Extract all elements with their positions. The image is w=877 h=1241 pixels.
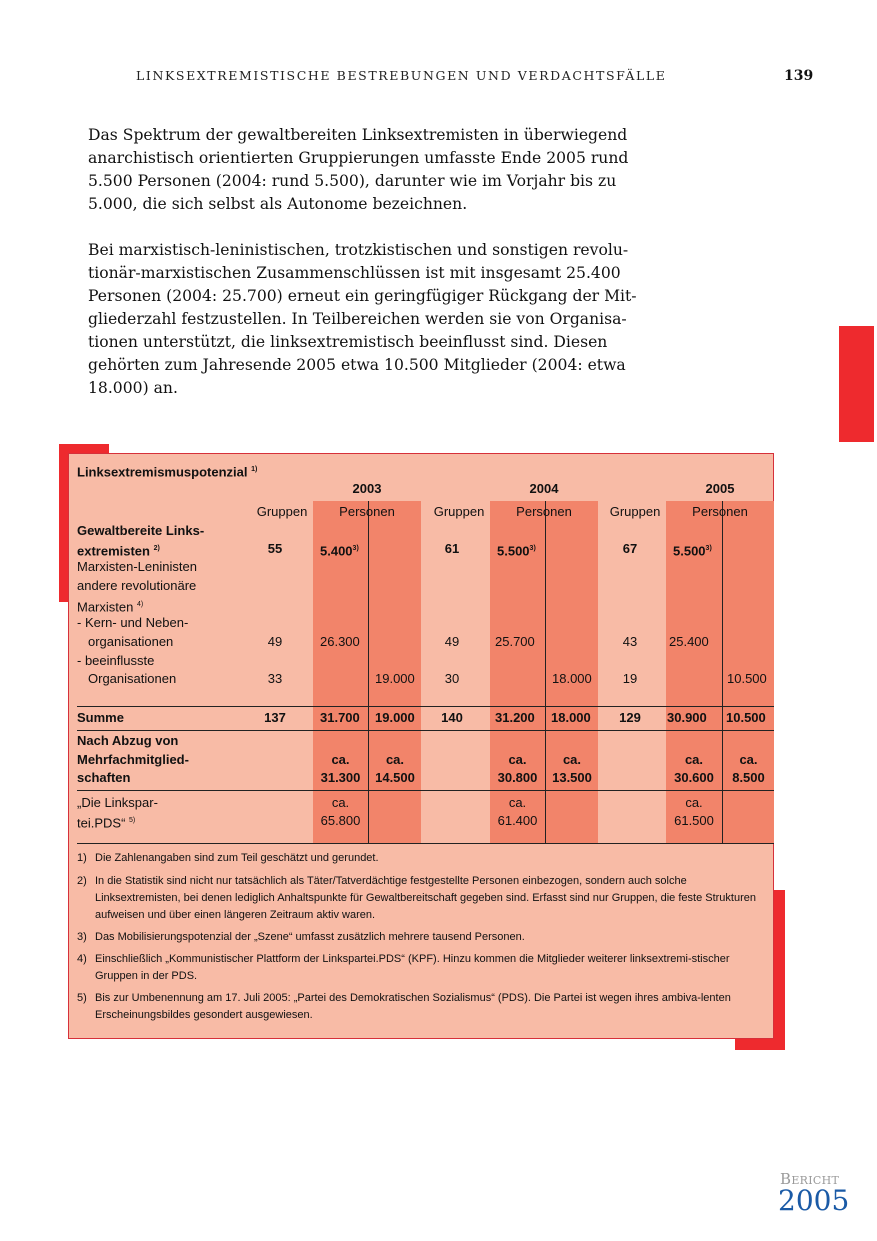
- text-line: Das Spektrum der gewaltbereiten Linksextremisten in überwiegend: [88, 126, 628, 144]
- table-cell: ca.: [562, 752, 582, 767]
- text-line: 5.000, die sich selbst als Autonome bezeichnen.: [88, 195, 468, 213]
- page-number: 139: [784, 68, 814, 84]
- row-label-marxisten: Marxisten $^{4)}$: [77, 599, 144, 615]
- table-cell: ca.: [331, 795, 350, 810]
- text-line: tionen unterstützt, die linksextremistisch beeinflusst sind. Diesen: [88, 333, 608, 351]
- table-cell: ca.: [684, 752, 704, 767]
- col-header-personen: Personen: [516, 504, 572, 519]
- row-label-nach-abzug: Nach Abzug von: [77, 733, 179, 748]
- table-cell: ca.: [508, 752, 527, 767]
- table-cell: 129: [619, 710, 641, 725]
- table-cell: 43: [622, 634, 638, 649]
- row-label-gewaltbereite-cont: extremisten $^{2)}$: [77, 543, 160, 559]
- footer-year: 2005: [778, 1184, 850, 1217]
- rule-above-summe: [77, 706, 774, 707]
- paragraph-2: [88, 239, 648, 400]
- row-label-nach-abzug-cont: schaften: [77, 770, 131, 785]
- text-line: gliederzahl festzustellen. In Teilbereichen werden sie von Organisa-: [88, 310, 627, 328]
- table-cell: 67: [622, 541, 638, 556]
- table-cell: 10.500: [726, 710, 766, 725]
- table-cell: 5.500$^{3)}$: [673, 543, 712, 559]
- column-separator: [368, 501, 369, 843]
- row-label-beeinflusste-cont: Organisationen: [88, 671, 177, 686]
- table-cell: 30.900: [667, 710, 707, 725]
- table-cell: 61.400: [497, 813, 538, 828]
- col-header-gruppen: Gruppen: [256, 504, 308, 519]
- table-cell: 19: [622, 671, 638, 686]
- table-cell: 140: [441, 710, 463, 725]
- table-cell: 137: [264, 710, 286, 725]
- table-cell: 18.000: [552, 671, 592, 686]
- row-label-kern: - Kern- und Neben-: [77, 615, 189, 630]
- text-line: tionär-marxistischen Zusammenschlüssen ist mit insgesamt 25.400: [88, 264, 621, 282]
- row-label-gewaltbereite: Gewaltbereite Links-: [77, 523, 205, 538]
- table-cell: 55: [267, 541, 283, 556]
- table-cell: 19.000: [375, 671, 415, 686]
- year-2004: 2004: [529, 481, 559, 496]
- table-cell: 26.300: [320, 634, 360, 649]
- column-separator: [545, 501, 546, 843]
- rule-below-summe: [77, 730, 774, 731]
- footer-bericht-label: Bericht: [780, 1170, 840, 1188]
- row-label-andere-revolutionaere: andere revolutionäre: [77, 578, 197, 593]
- text-line: Personen (2004: 25.700) erneut ein geringfügiger Rückgang der Mit-: [88, 287, 637, 305]
- year-2003: 2003: [352, 481, 382, 496]
- footnote: 2) In die Statistik sind nicht nur tatsächlich als Täter/Tatverdächtige festgestellte Personen einbezogen, sondern auch solche Linksextremisten, bei denen lediglich Anhaltspunkte für Gewaltbereitschaft gegeben sind. Erfasst sind nur Gruppen, die feste Strukturen aufweisen und über einen längeren Zeitraum aktiv waren.: [77, 875, 756, 921]
- table-cell: 14.500: [375, 770, 415, 785]
- row-label-kern-cont: organisationen: [88, 634, 174, 649]
- text-line: anarchistisch orientierten Gruppierungen umfasste Ende 2005 rund: [88, 149, 629, 167]
- col-header-gruppen: Gruppen: [609, 504, 661, 519]
- table-cell: 31.300: [320, 770, 361, 785]
- table-cell: 49: [444, 634, 460, 649]
- footnote: 3) Das Mobilisierungspotenzial der „Szene“ umfasst zusätzlich mehrere tausend Personen.: [77, 931, 525, 943]
- table-cell: 8.500: [732, 770, 765, 785]
- table-cell: 30.600: [674, 770, 714, 785]
- row-label-linkspartei-cont: tei.PDS“ $^{5)}$: [77, 815, 136, 831]
- row-label-summe: Summe: [77, 710, 124, 725]
- table-cell: 25.400: [669, 634, 709, 649]
- table-cell: 30.800: [497, 770, 538, 785]
- col-header-personen: Personen: [692, 504, 748, 519]
- table-cell: 33: [267, 671, 283, 686]
- table-cell: ca.: [385, 752, 405, 767]
- table-cell: ca.: [739, 752, 758, 767]
- table-title: Linksextremismuspotenzial $^{1)}$: [77, 464, 258, 480]
- table-cell: 25.700: [495, 634, 535, 649]
- table-cell: 18.000: [551, 710, 591, 725]
- footnote: 1) Die Zahlenangaben sind zum Teil geschätzt und gerundet.: [77, 852, 379, 864]
- table-cell: 5.500$^{3)}$: [497, 543, 536, 559]
- table-cell: ca.: [331, 752, 350, 767]
- rule-below-abzug: [77, 790, 774, 791]
- table-cell: 19.000: [375, 710, 415, 725]
- table-cell: 61: [444, 541, 460, 556]
- footnote: 4) Einschließlich „Kommunistischer Plattform der Linkspartei.PDS“ (KPF). Hinzu kommen die Mitglieder weiterer linksextremi-stischer Gruppen in der PDS.: [77, 953, 730, 982]
- row-label-nach-abzug-cont: Mehrfachmitglied-: [77, 752, 189, 767]
- row-label-linkspartei: „Die Linkspar-: [77, 795, 158, 810]
- text-line: 5.500 Personen (2004: rund 5.500), darunter wie im Vorjahr bis zu: [88, 172, 617, 190]
- rule-below-pds: [77, 843, 774, 844]
- footnote: 5) Bis zur Umbenennung am 17. Juli 2005: „Partei des Demokratischen Sozialismus“ (PDS). Die Partei ist wegen ihres ambiva-lenten Erscheinungsbildes gesondert ausgewiesen.: [77, 992, 731, 1021]
- table-cell: 30: [444, 671, 460, 686]
- table-cell: 49: [267, 634, 283, 649]
- running-header-title: LINKSEXTREMISTISCHE BESTREBUNGEN UND VERDACHTSFÄLLE: [136, 68, 667, 83]
- statistics-table-box: [68, 453, 774, 1039]
- table-cell: 10.500: [727, 671, 767, 686]
- paragraph-1: [88, 124, 648, 216]
- table-cell: ca.: [685, 795, 703, 810]
- column-separator: [722, 501, 723, 843]
- table-cell: 65.800: [320, 813, 361, 828]
- table-cell: 31.700: [320, 710, 360, 725]
- row-label-marxisten-leninisten: Marxisten-Leninisten: [77, 559, 197, 574]
- table-cell: ca.: [508, 795, 527, 810]
- table-cell: 61.500: [674, 813, 714, 828]
- row-label-beeinflusste: - beeinflusste: [77, 653, 155, 668]
- text-line: 18.000) an.: [88, 379, 178, 397]
- table-cell: 13.500: [552, 770, 592, 785]
- text-line: gehörten zum Jahresende 2005 etwa 10.500 Mitglieder (2004: etwa: [88, 356, 626, 374]
- table-cell: 31.200: [495, 710, 535, 725]
- col-header-personen: Personen: [339, 504, 395, 519]
- table-cell: 5.400$^{3)}$: [320, 543, 359, 559]
- year-2005: 2005: [705, 481, 735, 496]
- chapter-marker-tab: [839, 326, 874, 442]
- text-line: Bei marxistisch-leninistischen, trotzkistischen und sonstigen revolu-: [88, 241, 629, 259]
- col-header-gruppen: Gruppen: [433, 504, 485, 519]
